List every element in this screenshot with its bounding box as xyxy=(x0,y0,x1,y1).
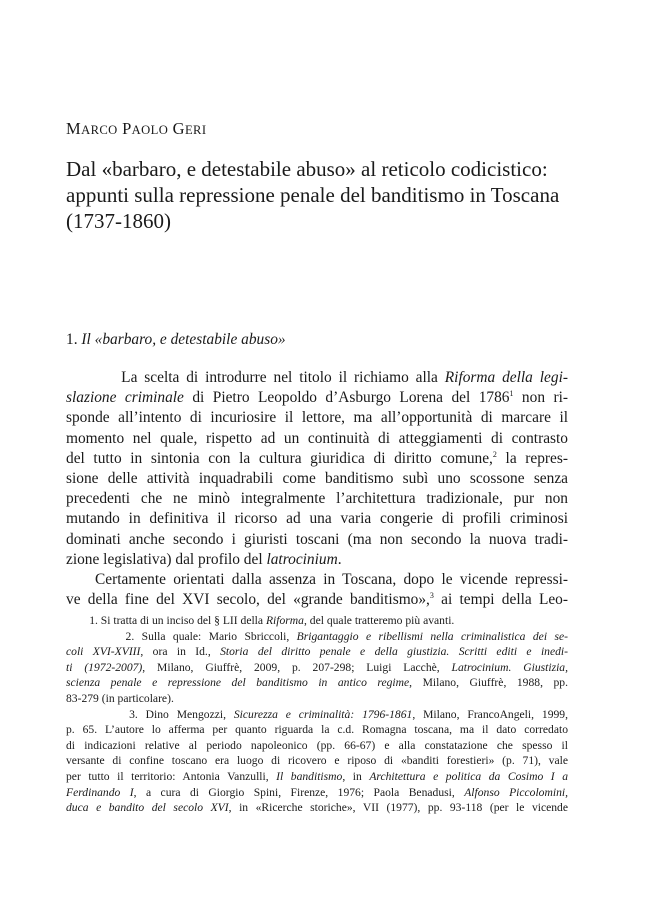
article-title xyxy=(66,156,566,234)
body-line xyxy=(66,590,568,610)
text: , a cura di Giorgio Spini, Firenze, 1976; Paola Benadusi, xyxy=(133,785,465,799)
section-number: 1. xyxy=(66,331,78,348)
italic-text: Architettura e politica da Cosimo I a xyxy=(369,769,569,783)
footnote-line xyxy=(66,644,568,660)
text: zione legislativa) dal profilo del xyxy=(66,550,267,568)
text: precedenti che ne minò integralmente l’architettura tradizionale, pur non xyxy=(66,490,568,508)
footnote-line xyxy=(66,800,568,816)
italic-text: Alfonso Piccolomini, xyxy=(464,785,568,799)
text: , Milano, Giuffrè, 1988, pp. xyxy=(409,676,568,690)
text: ai tempi della Leo- xyxy=(433,591,568,609)
text: 1. Si tratta di un inciso del § LII della xyxy=(66,614,266,627)
body-line xyxy=(66,550,568,570)
footnote-line xyxy=(66,722,568,738)
footnote-ref: 2 xyxy=(492,449,497,459)
italic-text: Il banditismo xyxy=(276,769,343,783)
author-text: ARCO xyxy=(81,123,118,137)
text: 2. Sulla quale: Mario Sbriccoli, xyxy=(66,629,297,643)
body-line xyxy=(66,449,568,469)
text: , Milano, Giuffrè, 2009, p. 207-298; Luigi Lacchè, xyxy=(142,660,452,674)
text: per tutto il territorio: Antonia Vanzulli, xyxy=(66,769,277,783)
italic-text: duca e bandito del secolo XVI xyxy=(66,801,229,815)
italic-text: Ferdinando I xyxy=(66,785,134,799)
text: versante di confine toscano era luogo di ricovero e riposo di «banditi forestieri» (p. 71), vale xyxy=(66,754,568,768)
footnote-ref: 1 xyxy=(509,389,514,399)
footnote-line xyxy=(66,785,568,801)
text: sione delle attività inquadrabili come banditismo subì uno scossone senza xyxy=(66,469,568,487)
body-text xyxy=(66,368,568,610)
text: 83-279 (in particolare). xyxy=(66,691,174,705)
italic-text: slazione criminale xyxy=(66,389,184,407)
body-line xyxy=(66,489,568,509)
text: di Pietro Leopoldo d’Asburgo Lorena del 1786 xyxy=(183,389,510,407)
italic-text: Brigantaggio e ribellismi nella criminalistica dei se- xyxy=(296,629,569,643)
footnote-line xyxy=(66,629,568,645)
text: Certamente orientati dalla assenza in Toscana, dopo le vicende repressi- xyxy=(66,570,568,588)
body-line xyxy=(66,469,568,489)
italic-text: Riforma della legi- xyxy=(444,369,568,386)
body-line xyxy=(66,368,568,388)
body-line xyxy=(66,509,568,529)
body-line xyxy=(66,570,568,590)
text: . xyxy=(337,550,342,568)
text: , ora in Id., xyxy=(140,645,221,659)
section-heading xyxy=(66,331,286,349)
footnote-line xyxy=(66,660,568,676)
footnote-line xyxy=(66,613,568,629)
text: sponde all’intento di incuriosire il lettore, ma all’opportunità di marcare il xyxy=(66,409,568,427)
italic-text: coli XVI-XVIII xyxy=(66,645,141,659)
footnote-line xyxy=(66,753,568,769)
footnote-line xyxy=(66,691,568,707)
body-line xyxy=(66,388,568,408)
text: La scelta di introdurre nel titolo il richiamo alla xyxy=(66,369,445,386)
italic-text: ti (1972-2007) xyxy=(66,660,143,674)
italic-text: Storia del diritto penale e della giustizia. Scritti editi e inedi- xyxy=(220,645,568,659)
text: mutando in definitiva il ricorso ad una varia congerie di profili criminosi xyxy=(66,510,568,528)
title-line: appunti sulla repressione penale del banditismo in Toscana xyxy=(66,183,560,207)
italic-text: Riforma xyxy=(265,614,304,627)
body-line xyxy=(66,530,568,550)
footnote-line xyxy=(66,675,568,691)
text: , in «Ricerche storiche», VII (1977), pp. 93-118 (per le vicende xyxy=(228,801,568,815)
text: 3. Dino Mengozzi, xyxy=(66,707,234,721)
italic-text: Latrocinium. Giustizia, xyxy=(451,660,568,674)
footnote-line xyxy=(66,738,568,754)
author-text: ERI xyxy=(184,123,207,137)
footnotes xyxy=(66,613,568,816)
author-initial: M xyxy=(66,119,82,138)
footnote-line xyxy=(66,707,568,723)
body-line xyxy=(66,429,568,449)
author-name xyxy=(66,119,206,139)
body-line xyxy=(66,408,568,428)
text: del tutto in sintonia con la cultura giuridica di diritto comune, xyxy=(66,449,493,467)
footnote-line xyxy=(66,769,568,785)
text: , Milano, FrancoAngeli, 1999, xyxy=(412,707,568,721)
title-line: (1737-1860) xyxy=(66,209,171,233)
text: momento nel quale, rispetto ad un continuità di atteggiamenti di contrasto xyxy=(66,429,568,447)
text: , in xyxy=(342,769,370,783)
text: di indicazioni relative al periodo napoleonico (pp. 66-67) e alla constatazione che spesso il xyxy=(66,738,568,752)
section-title: Il «barbaro, e detestabile abuso» xyxy=(81,331,286,348)
text: ve della fine del XVI secolo, del «grande banditismo», xyxy=(66,591,430,609)
italic-text: latrocinium xyxy=(266,550,338,568)
text: p. 65. L’autore lo afferma per quanto riguarda la c.d. Romagna toscana, ma il dato corredato xyxy=(66,723,568,737)
text: la repres- xyxy=(496,449,569,467)
text: non ri- xyxy=(513,389,568,407)
title-line: Dal «barbaro, e detestabile abuso» al reticolo codicistico: xyxy=(66,157,548,181)
author-initial: G xyxy=(172,119,185,138)
italic-text: scienza penale e repressione del banditismo in antico regime xyxy=(66,676,410,690)
author-text: AOLO xyxy=(131,123,169,137)
italic-text: Sicurezza e criminalità: 1796-1861 xyxy=(233,707,413,721)
footnote-ref: 3 xyxy=(429,591,434,601)
author-initial: P xyxy=(122,119,132,138)
text: dominati anche secondo i giuristi toscani (ma non secondo la nuova tradi- xyxy=(66,530,568,548)
text: , del quale tratteremo più avanti. xyxy=(303,614,455,627)
